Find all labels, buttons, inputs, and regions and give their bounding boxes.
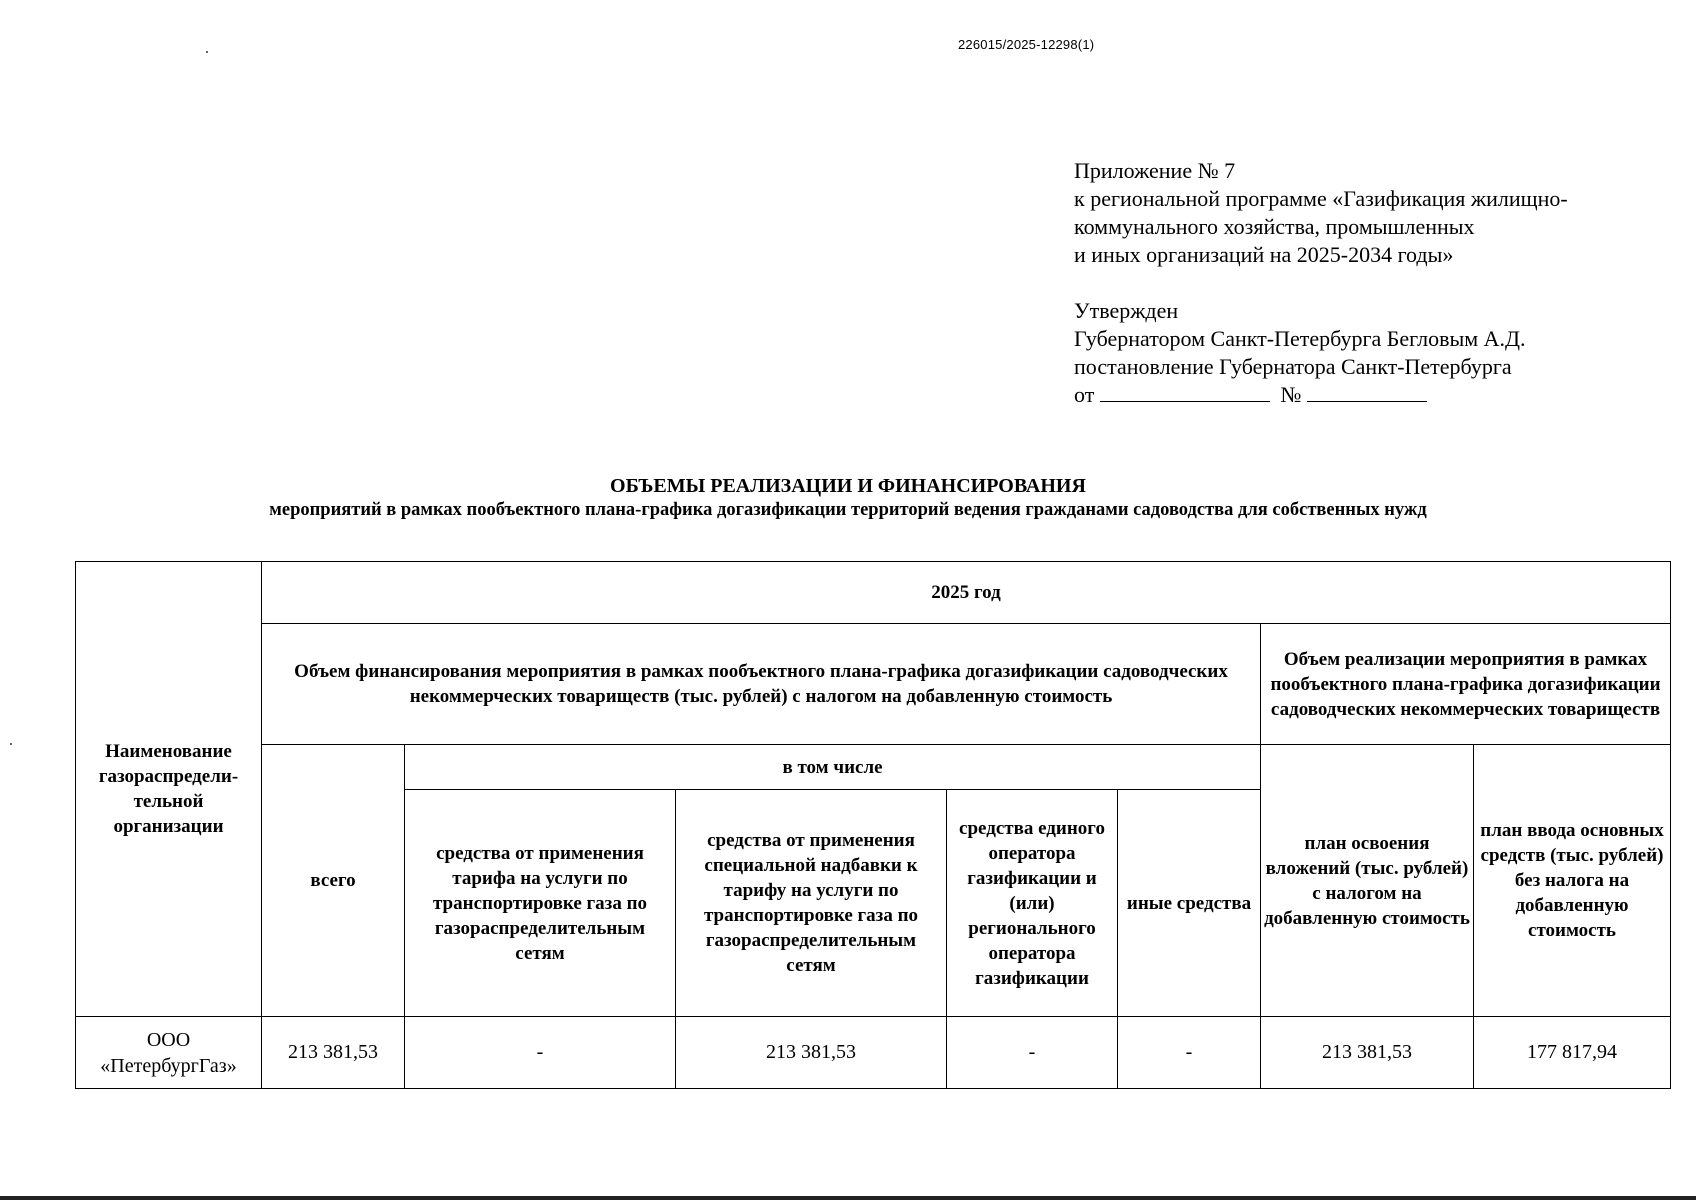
header-other-funds: иные средства (1118, 790, 1261, 1017)
appendix-program-line: коммунального хозяйства, промышленных (1074, 214, 1475, 239)
table-row (76, 1017, 1671, 1089)
header-organization: Наименование газораспредели-тельной организации (76, 562, 262, 1017)
header-including: в том числе (405, 745, 1261, 790)
appendix-program-line: и иных организаций на 2025-2034 годы» (1074, 242, 1454, 267)
appendix-number: Приложение № 7 (1074, 158, 1236, 183)
document-title: ОБЪЕМЫ РЕАЛИЗАЦИИ И ФИНАНСИРОВАНИЯ (610, 475, 1086, 497)
cell-tariff-funds: - (405, 1017, 676, 1089)
date-label: от (1074, 382, 1095, 407)
approval-date-number-line (1074, 381, 1526, 409)
scan-speck (206, 51, 208, 53)
cell-plan-investment: 213 381,53 (1261, 1017, 1474, 1089)
financing-table (75, 561, 1671, 1089)
cell-plan-assets: 177 817,94 (1474, 1017, 1671, 1089)
number-blank (1307, 383, 1427, 402)
approval-resolution: постановление Губернатора Санкт-Петербурга (1074, 354, 1512, 379)
document-id-stamp: 226015/2025-12298(1) (958, 37, 1095, 52)
organization-type: ООО (146, 1028, 191, 1051)
organization-name: «ПетербургГаз» (100, 1054, 237, 1077)
header-total: всего (262, 745, 405, 1017)
date-blank (1100, 383, 1270, 402)
header-plan-investment: план освоения вложений (тыс. рублей) с налогом на добавленную стоимость (1261, 745, 1474, 1017)
cell-surcharge-funds: 213 381,53 (676, 1017, 947, 1089)
cell-organization (76, 1017, 262, 1089)
number-label: № (1280, 382, 1302, 407)
header-plan-assets: план ввода основных средств (тыс. рублей) без налога на добавленную стоимость (1474, 745, 1671, 1017)
cell-total: 213 381,53 (262, 1017, 405, 1089)
scan-speck (10, 743, 12, 745)
approval-label: Утвержден (1074, 298, 1179, 323)
header-year: 2025 год (262, 562, 1671, 624)
document-subtitle: мероприятий в рамках пообъектного плана-графика догазификации территорий ведения гражданами садоводства для собственных нужд (269, 500, 1427, 520)
appendix-block (1074, 157, 1568, 269)
cell-operator-funds: - (947, 1017, 1118, 1089)
approval-governor: Губернатором Санкт-Петербурга Бегловым А.Д. (1074, 326, 1526, 351)
header-surcharge-funds: средства от применения специальной надбавки к тарифу на услуги по транспортировке газа по газораспределительным сетям (676, 790, 947, 1017)
header-operator-funds: средства единого оператора газификации и (или) регионального оператора газификации (947, 790, 1118, 1017)
header-tariff-funds: средства от применения тарифа на услуги по транспортировке газа по газораспределительным сетям (405, 790, 676, 1017)
scan-bottom-edge (0, 1196, 1696, 1200)
header-implementation: Объем реализации мероприятия в рамках пообъектного плана-графика догазификации садоводческих некоммерческих товариществ (1261, 624, 1671, 745)
appendix-program-line: к региональной программе «Газификация жилищно- (1074, 186, 1568, 211)
header-financing: Объем финансирования мероприятия в рамках пообъектного плана-графика догазификации садоводческих некоммерческих товариществ (тыс. рублей) с налогом на добавленную стоимость (262, 624, 1261, 745)
cell-other-funds: - (1118, 1017, 1261, 1089)
approval-block (1074, 297, 1526, 409)
